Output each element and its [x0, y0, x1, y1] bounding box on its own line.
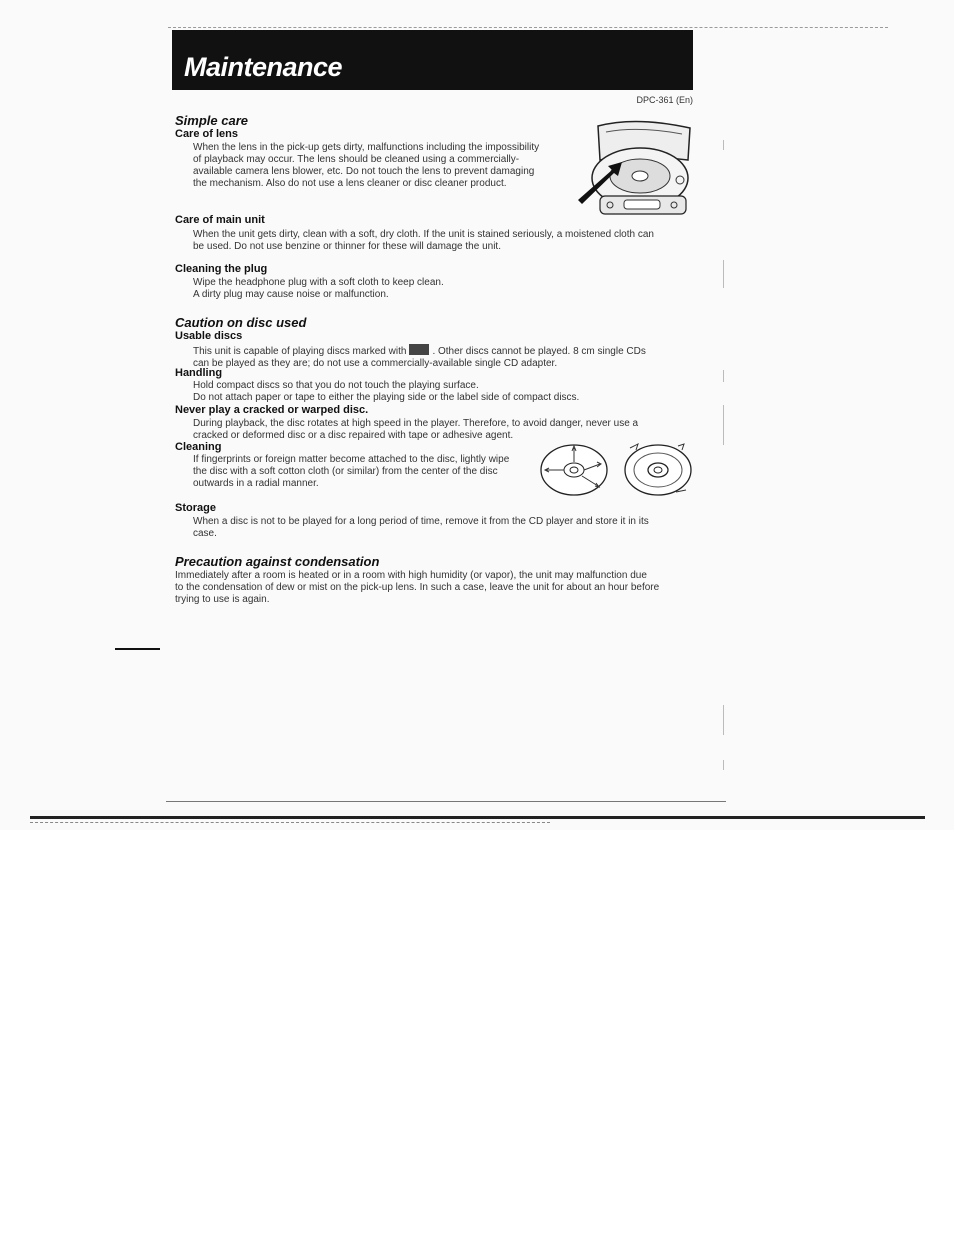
bottom-thick-rule	[30, 816, 925, 819]
radial-wipe-disc	[541, 445, 607, 495]
margin-mark	[723, 260, 724, 288]
title-banner	[172, 30, 693, 90]
margin-mark	[723, 370, 724, 382]
bottom-dashed-rule	[30, 822, 550, 823]
text-line: available camera lens blower, etc. Do not touch the lens to prevent damaging	[193, 166, 535, 177]
bottom-thin-rule	[166, 801, 726, 802]
cd-player-illustration	[578, 118, 696, 218]
text-line: Wipe the headphone plug with a soft cloth to keep clean.	[193, 277, 444, 288]
condensation-text	[175, 570, 700, 606]
cleaning-plug-text	[193, 277, 593, 301]
margin-mark	[723, 705, 724, 735]
text-line: trying to use is again.	[175, 594, 270, 605]
storage-text	[193, 516, 703, 540]
usable-discs-heading: Usable discs	[175, 330, 243, 342]
never-play-text	[193, 418, 703, 442]
caution-disc-heading: Caution on disc used	[175, 315, 307, 330]
care-of-lens-text	[193, 142, 578, 190]
text-line: When the lens in the pick-up gets dirty, malfunctions including the impossibility	[193, 142, 540, 153]
condensation-heading: Precaution against condensation	[175, 554, 380, 569]
text-line: be used. Do not use benzine or thinner for these will damage the unit.	[193, 241, 501, 252]
storage-heading: Storage	[175, 502, 216, 514]
text-line: cracked or deformed disc or a disc repaired with tape or adhesive agent.	[193, 430, 514, 441]
page-title: Maintenance	[184, 52, 343, 82]
left-margin-rule	[115, 648, 160, 650]
text-line: Immediately after a room is heated or in a room with high humidity (or vapor), the unit may malfunction due	[175, 570, 647, 581]
circular-wipe-disc	[625, 444, 691, 495]
margin-mark	[723, 140, 724, 150]
cleaning-text	[193, 454, 538, 490]
text-line: When the unit gets dirty, clean with a soft, dry cloth. If the unit is stained seriously, a moistened cloth can	[193, 229, 654, 240]
text-line: to the condensation of dew or mist on the pick-up lens. In such a case, leave the unit for about an hour before	[175, 582, 660, 593]
never-play-heading: Never play a cracked or warped disc.	[175, 404, 369, 416]
text-line: During playback, the disc rotates at high speed in the player. Therefore, to avoid danger, never use a	[193, 418, 639, 429]
margin-mark	[723, 405, 724, 445]
text-span: . Other discs cannot be played. 8 cm single CDs	[432, 346, 646, 357]
care-of-main-unit-heading: Care of main unit	[175, 214, 265, 226]
disc-cleaning-illustration	[538, 440, 698, 498]
text-line	[193, 344, 703, 358]
text-line: of playback may occur. The lens should be cleaned using a commercially-	[193, 154, 520, 165]
handling-text	[193, 380, 693, 404]
handling-heading: Handling	[175, 367, 223, 379]
care-of-main-unit-text	[193, 229, 698, 253]
text-line: can be played as they are; do not use a commercially-available single CD adapter.	[193, 358, 558, 369]
usable-discs-text	[193, 344, 703, 370]
margin-mark	[723, 760, 724, 770]
margin-marks	[723, 140, 725, 780]
simple-care-heading: Simple care	[175, 113, 248, 128]
text-line: A dirty plug may cause noise or malfunction.	[193, 289, 389, 300]
top-dashed-rule	[168, 27, 888, 28]
text-line: If fingerprints or foreign matter become attached to the disc, lightly wipe	[193, 454, 510, 465]
text-line: Do not attach paper or tape to either the playing side or the label side of compact discs.	[193, 392, 580, 403]
text-line: the mechanism. Also do not use a lens cleaner or disc cleaner product.	[193, 178, 507, 189]
cleaning-heading: Cleaning	[175, 441, 222, 453]
text-line: the disc with a soft cotton cloth (or similar) from the center of the disc	[193, 466, 498, 477]
cleaning-plug-heading: Cleaning the plug	[175, 263, 268, 275]
text-span: This unit is capable of playing discs marked with	[193, 346, 407, 357]
text-line: outwards in a radial manner.	[193, 478, 319, 489]
care-of-lens-heading: Care of lens	[175, 128, 238, 140]
text-line: When a disc is not to be played for a long period of time, remove it from the CD player and store it in its	[193, 516, 649, 527]
model-code: DPC-361 (En)	[636, 95, 693, 105]
text-line: case.	[193, 528, 217, 539]
compact-disc-logo-icon	[409, 344, 429, 355]
text-line: Hold compact discs so that you do not touch the playing surface.	[193, 380, 479, 391]
